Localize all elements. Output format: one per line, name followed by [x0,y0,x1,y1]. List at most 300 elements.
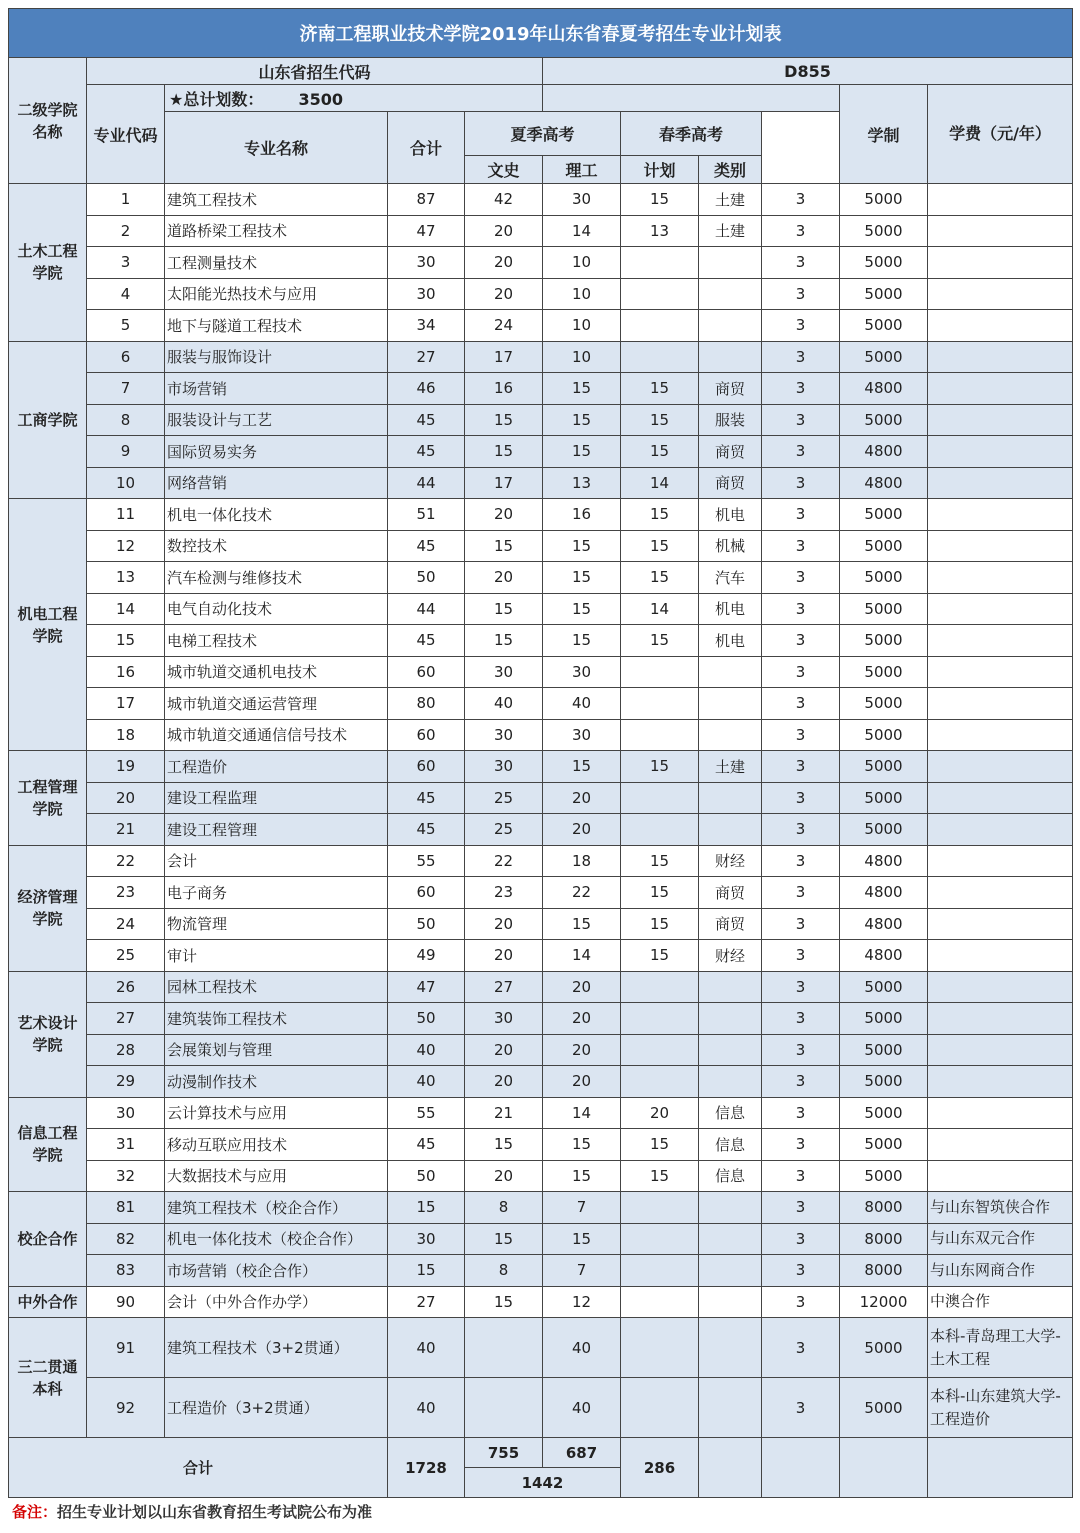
cell-remark [928,278,1073,310]
cell-name: 建筑工程技术（校企合作） [165,1192,388,1224]
cell-category [699,1378,762,1438]
cell-fee: 4800 [840,373,928,405]
cell-ligong: 10 [543,278,621,310]
cell-category: 机械 [699,530,762,562]
table-row [9,877,1073,909]
cell-ligong: 15 [543,436,621,468]
summary-spring-total: 286 [621,1438,699,1498]
cell-fee: 5000 [840,341,928,373]
cell-name: 服装设计与工艺 [165,404,388,436]
cell-ligong: 20 [543,971,621,1003]
cell-wenshi: 20 [465,1066,543,1098]
cell-name: 网络营销 [165,467,388,499]
cell-ligong: 40 [543,1378,621,1438]
cell-code: 10 [87,467,165,499]
cell-name: 会展策划与管理 [165,1034,388,1066]
cell-duration: 3 [762,593,840,625]
cell-name: 机电一体化技术 [165,499,388,531]
table-row [9,1318,1073,1378]
cell-code: 30 [87,1097,165,1129]
cell-ligong: 10 [543,247,621,279]
cell-ligong: 7 [543,1192,621,1224]
cell-wenshi: 15 [465,593,543,625]
cell-ligong: 18 [543,845,621,877]
cell-wenshi: 15 [465,530,543,562]
cell-fee: 5000 [840,751,928,783]
table-row [9,814,1073,846]
cell-total: 49 [388,940,465,972]
cell-total: 30 [388,247,465,279]
cell-plan: 13 [621,215,699,247]
cell-code: 18 [87,719,165,751]
cell-code: 11 [87,499,165,531]
table-body [9,184,1073,1438]
header-blank [543,85,840,112]
cell-plan [621,1378,699,1438]
cell-code: 81 [87,1192,165,1224]
cell-ligong: 20 [543,1003,621,1035]
table-row [9,1034,1073,1066]
cell-total: 45 [388,404,465,436]
cell-duration: 3 [762,215,840,247]
table-row [9,341,1073,373]
cell-total: 55 [388,1097,465,1129]
cell-category [699,1318,762,1378]
header-fee: 学费（元/年） [928,85,1073,184]
cell-category: 商贸 [699,908,762,940]
table-title: 济南工程职业技术学院2019年山东省春夏考招生专业计划表 [9,9,1073,58]
cell-remark [928,940,1073,972]
cell-total: 87 [388,184,465,216]
header-total: 合计 [388,112,465,184]
cell-ligong: 30 [543,719,621,751]
cell-fee: 5000 [840,404,928,436]
cell-ligong: 15 [543,593,621,625]
cell-category: 信息 [699,1129,762,1161]
cell-plan [621,971,699,1003]
cell-category [699,310,762,342]
cell-category [699,1192,762,1224]
cell-code: 92 [87,1378,165,1438]
cell-ligong: 10 [543,310,621,342]
cell-name: 工程造价 [165,751,388,783]
cell-remark [928,719,1073,751]
cell-fee: 5000 [840,1003,928,1035]
cell-plan: 15 [621,562,699,594]
cell-code: 83 [87,1255,165,1287]
cell-wenshi: 20 [465,908,543,940]
cell-duration: 3 [762,845,840,877]
cell-category [699,782,762,814]
cell-duration: 3 [762,782,840,814]
cell-duration: 3 [762,436,840,468]
cell-remark [928,310,1073,342]
summary-ligong: 687 [543,1438,621,1468]
cell-wenshi: 20 [465,278,543,310]
cell-ligong: 12 [543,1286,621,1318]
cell-name: 会计 [165,845,388,877]
table-row [9,247,1073,279]
cell-plan: 15 [621,499,699,531]
cell-code: 82 [87,1223,165,1255]
header-duration: 学制 [840,85,928,184]
table-row [9,1192,1073,1224]
cell-category: 机电 [699,499,762,531]
cell-wenshi: 20 [465,247,543,279]
cell-category: 财经 [699,940,762,972]
cell-name: 城市轨道交通通信信号技术 [165,719,388,751]
footer-note-prefix: 备注： [12,1503,58,1521]
cell-wenshi: 25 [465,782,543,814]
cell-plan [621,1192,699,1224]
cell-duration: 3 [762,530,840,562]
cell-ligong: 14 [543,215,621,247]
cell-total: 60 [388,656,465,688]
plan-table-container [8,8,1072,1498]
table-row [9,530,1073,562]
cell-wenshi: 20 [465,215,543,247]
cell-fee: 5000 [840,1066,928,1098]
cell-code: 20 [87,782,165,814]
total-plan-value: 3500 [298,89,344,109]
cell-total: 44 [388,467,465,499]
header-spring-exam: 春季高考 [621,112,762,156]
cell-code: 24 [87,908,165,940]
cell-plan: 15 [621,373,699,405]
cell-wenshi: 15 [465,436,543,468]
cell-fee: 4800 [840,877,928,909]
table-row [9,625,1073,657]
cell-name: 园林工程技术 [165,971,388,1003]
cell-remark [928,1034,1073,1066]
cell-plan: 15 [621,625,699,657]
cell-ligong: 15 [543,1160,621,1192]
cell-remark [928,404,1073,436]
table-row [9,373,1073,405]
cell-remark [928,184,1073,216]
cell-remark [928,1003,1073,1035]
cell-duration: 3 [762,1003,840,1035]
cell-wenshi: 25 [465,814,543,846]
cell-ligong: 15 [543,404,621,436]
table-row [9,1255,1073,1287]
cell-remark [928,751,1073,783]
cell-code: 22 [87,845,165,877]
cell-code: 1 [87,184,165,216]
cell-total: 45 [388,530,465,562]
cell-remark [928,1066,1073,1098]
cell-name: 建设工程管理 [165,814,388,846]
cell-code: 23 [87,877,165,909]
cell-plan: 15 [621,845,699,877]
cell-total: 47 [388,971,465,1003]
cell-wenshi: 15 [465,1129,543,1161]
cell-plan [621,1066,699,1098]
cell-remark [928,1129,1073,1161]
cell-duration: 3 [762,1034,840,1066]
cell-fee: 5000 [840,310,928,342]
cell-plan: 14 [621,467,699,499]
cell-name: 电梯工程技术 [165,625,388,657]
cell-category: 商贸 [699,877,762,909]
table-row [9,278,1073,310]
cell-plan: 15 [621,908,699,940]
cell-fee: 5000 [840,1129,928,1161]
cell-total: 60 [388,877,465,909]
table-row [9,1003,1073,1035]
cell-wenshi: 15 [465,625,543,657]
cell-plan: 15 [621,1129,699,1161]
college-name: 土木工程学院 [9,184,87,342]
cell-category [699,1223,762,1255]
cell-total: 45 [388,625,465,657]
cell-ligong: 22 [543,877,621,909]
cell-category [699,1003,762,1035]
cell-plan [621,688,699,720]
cell-code: 17 [87,688,165,720]
cell-code: 32 [87,1160,165,1192]
header-summer-exam: 夏季高考 [465,112,621,156]
cell-plan: 15 [621,940,699,972]
footer-note-text: 招生专业计划以山东省教育招生考试院公布为准 [57,1503,373,1521]
cell-plan [621,1034,699,1066]
cell-code: 9 [87,436,165,468]
table-row [9,499,1073,531]
table-row [9,593,1073,625]
cell-total: 15 [388,1192,465,1224]
cell-name: 动漫制作技术 [165,1066,388,1098]
cell-remark: 与山东双元合作 [928,1223,1073,1255]
cell-remark [928,247,1073,279]
table-row [9,215,1073,247]
cell-code: 28 [87,1034,165,1066]
cell-fee: 5000 [840,184,928,216]
college-name: 三二贯通本科 [9,1318,87,1438]
cell-category: 信息 [699,1160,762,1192]
cell-plan: 15 [621,404,699,436]
cell-wenshi: 22 [465,845,543,877]
cell-remark [928,814,1073,846]
cell-total: 47 [388,215,465,247]
summary-wenshi: 755 [465,1438,543,1468]
cell-fee: 5000 [840,593,928,625]
cell-code: 27 [87,1003,165,1035]
cell-wenshi: 15 [465,1223,543,1255]
cell-category [699,1255,762,1287]
cell-category [699,656,762,688]
table-row [9,467,1073,499]
cell-category: 土建 [699,215,762,247]
total-plan-cell [165,85,543,112]
college-name: 经济管理学院 [9,845,87,971]
cell-ligong: 13 [543,467,621,499]
college-name: 机电工程学院 [9,499,87,751]
cell-name: 太阳能光热技术与应用 [165,278,388,310]
cell-fee: 5000 [840,215,928,247]
cell-name: 道路桥梁工程技术 [165,215,388,247]
cell-plan: 14 [621,593,699,625]
cell-wenshi: 21 [465,1097,543,1129]
cell-total: 30 [388,278,465,310]
cell-remark: 与山东网商合作 [928,1255,1073,1287]
cell-ligong: 15 [543,625,621,657]
cell-fee: 5000 [840,1160,928,1192]
cell-duration: 3 [762,1318,840,1378]
cell-remark: 与山东智筑侠合作 [928,1192,1073,1224]
cell-category [699,1286,762,1318]
cell-remark [928,688,1073,720]
college-name: 校企合作 [9,1192,87,1287]
cell-plan [621,341,699,373]
cell-duration: 3 [762,625,840,657]
cell-duration: 3 [762,1192,840,1224]
cell-fee: 5000 [840,1318,928,1378]
cell-total: 50 [388,562,465,594]
cell-plan: 15 [621,1160,699,1192]
cell-duration: 3 [762,719,840,751]
cell-code: 29 [87,1066,165,1098]
cell-category [699,971,762,1003]
cell-remark [928,373,1073,405]
cell-total: 51 [388,499,465,531]
cell-fee: 5000 [840,656,928,688]
cell-duration: 3 [762,751,840,783]
cell-wenshi: 8 [465,1192,543,1224]
cell-category: 机电 [699,593,762,625]
table-row [9,1066,1073,1098]
cell-category: 土建 [699,751,762,783]
cell-category [699,341,762,373]
cell-duration: 3 [762,971,840,1003]
cell-name: 电气自动化技术 [165,593,388,625]
cell-name: 国际贸易实务 [165,436,388,468]
cell-duration: 3 [762,656,840,688]
cell-code: 12 [87,530,165,562]
cell-total: 55 [388,845,465,877]
cell-ligong: 15 [543,373,621,405]
cell-total: 50 [388,1003,465,1035]
cell-total: 44 [388,593,465,625]
cell-total: 15 [388,1255,465,1287]
cell-fee: 8000 [840,1255,928,1287]
cell-duration: 3 [762,1255,840,1287]
cell-duration: 3 [762,1129,840,1161]
cell-code: 25 [87,940,165,972]
cell-total: 46 [388,373,465,405]
cell-category: 信息 [699,1097,762,1129]
table-row [9,310,1073,342]
cell-wenshi: 17 [465,467,543,499]
table-row [9,404,1073,436]
cell-name: 建设工程监理 [165,782,388,814]
cell-code: 3 [87,247,165,279]
cell-category [699,719,762,751]
cell-remark [928,215,1073,247]
college-name: 艺术设计学院 [9,971,87,1097]
cell-remark [928,436,1073,468]
cell-ligong: 10 [543,341,621,373]
table-row [9,971,1073,1003]
cell-code: 19 [87,751,165,783]
cell-fee: 5000 [840,782,928,814]
cell-duration: 3 [762,404,840,436]
cell-duration: 3 [762,814,840,846]
cell-wenshi: 30 [465,751,543,783]
table-row [9,656,1073,688]
table-row [9,751,1073,783]
table-row [9,184,1073,216]
cell-fee: 5000 [840,530,928,562]
cell-ligong: 7 [543,1255,621,1287]
cell-code: 13 [87,562,165,594]
cell-ligong: 14 [543,940,621,972]
cell-ligong: 14 [543,1097,621,1129]
cell-wenshi: 20 [465,940,543,972]
cell-plan: 15 [621,877,699,909]
cell-total: 60 [388,719,465,751]
cell-ligong: 15 [543,530,621,562]
cell-name: 机电一体化技术（校企合作） [165,1223,388,1255]
cell-plan: 15 [621,184,699,216]
summary-total: 1728 [388,1438,465,1498]
cell-duration: 3 [762,1223,840,1255]
cell-plan [621,310,699,342]
cell-remark [928,593,1073,625]
cell-code: 6 [87,341,165,373]
cell-total: 80 [388,688,465,720]
cell-total: 40 [388,1034,465,1066]
cell-plan [621,1318,699,1378]
cell-remark [928,625,1073,657]
cell-plan: 15 [621,530,699,562]
table-row [9,1378,1073,1438]
cell-ligong: 20 [543,814,621,846]
cell-category [699,1034,762,1066]
header-enroll-code-value: D855 [543,58,1073,85]
cell-fee: 4800 [840,908,928,940]
cell-code: 7 [87,373,165,405]
cell-wenshi: 27 [465,971,543,1003]
cell-remark [928,845,1073,877]
cell-ligong: 20 [543,1034,621,1066]
cell-code: 90 [87,1286,165,1318]
cell-total: 45 [388,1129,465,1161]
cell-wenshi: 20 [465,1160,543,1192]
table-row [9,1129,1073,1161]
cell-fee: 4800 [840,467,928,499]
cell-wenshi [465,1378,543,1438]
table-row [9,1160,1073,1192]
cell-fee: 4800 [840,845,928,877]
cell-wenshi: 24 [465,310,543,342]
table-row [9,908,1073,940]
cell-duration: 3 [762,908,840,940]
cell-ligong: 40 [543,1318,621,1378]
table-row [9,1286,1073,1318]
cell-duration: 3 [762,1286,840,1318]
table-row [9,845,1073,877]
header-category: 类别 [699,156,762,184]
cell-total: 50 [388,1160,465,1192]
header-ligong: 理工 [543,156,621,184]
cell-code: 16 [87,656,165,688]
cell-plan [621,247,699,279]
cell-total: 40 [388,1378,465,1438]
cell-plan [621,1223,699,1255]
cell-plan [621,278,699,310]
table-row [9,1097,1073,1129]
header-college: 二级学院名称 [9,58,87,184]
